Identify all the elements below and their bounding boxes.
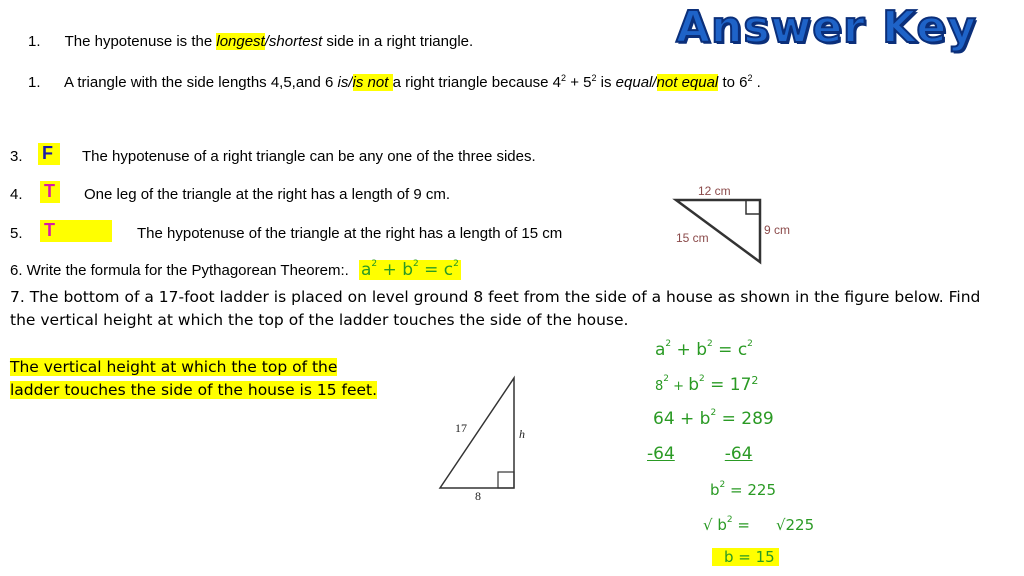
question-6	[10, 260, 461, 280]
work-line-4	[647, 444, 753, 464]
exponent: 2	[710, 408, 717, 418]
formula-c: c	[443, 260, 454, 280]
exponent: 2	[747, 339, 753, 349]
work-final-answer: b = 15	[712, 548, 779, 566]
exponent: 2	[412, 259, 419, 269]
ladder-length-label: 17	[455, 421, 467, 435]
ladder-triangle-figure	[430, 370, 540, 508]
exponent: 2	[371, 259, 378, 269]
work-plus: +	[671, 340, 697, 360]
work-equals: =	[732, 516, 750, 534]
question-5-text: The hypotenuse of the triangle at the right has a length of 15 cm	[137, 225, 563, 242]
question-4-answer: T	[40, 181, 60, 203]
option-equal: equal/	[615, 74, 657, 91]
work-sixty-four-plus-b: 64 + b	[653, 409, 711, 429]
answer-highlight	[10, 356, 377, 402]
question-2	[28, 74, 761, 91]
work-sqrt-b: √ b	[703, 516, 727, 534]
question-3-text: The hypotenuse of a right triangle can be any one of the three sides.	[82, 148, 536, 165]
exponent: 2	[591, 73, 597, 83]
question-7-line-1: 7. The bottom of a 17-foot ladder is placed on level ground 8 feet from the side of a house as shown in the figure below. Find	[10, 288, 981, 306]
exponent: 2	[719, 480, 726, 490]
exponent: 2	[726, 515, 733, 525]
base-label: 8	[475, 489, 481, 503]
option-shortest: shortest	[268, 33, 323, 50]
exponent: 2	[561, 73, 567, 83]
question-3-number: 3.	[10, 148, 23, 165]
selected-option-longest: longest	[216, 33, 265, 50]
work-line-6	[703, 516, 814, 534]
work-sqrt-225: √225	[775, 516, 815, 534]
question-text-pre: A triangle with the side lengths 4,5,and 6	[64, 74, 338, 91]
right-angle-marker	[746, 200, 760, 214]
question-number: 1.	[28, 74, 41, 91]
work-minus-64-right: -64	[724, 444, 753, 464]
option-is: is/	[337, 74, 353, 91]
formula-a: a	[360, 260, 372, 280]
small-triangle-figure	[660, 178, 800, 268]
to-six: to 6	[718, 74, 748, 91]
exponent: 2	[698, 374, 705, 384]
exponent: 2	[747, 73, 753, 83]
question-5-number: 5.	[10, 225, 23, 242]
question-text-pre: The hypotenuse is the	[64, 33, 217, 50]
selected-option-not-equal: not equal	[656, 74, 719, 91]
exponent: 2	[663, 374, 670, 384]
answer-line-1: The vertical height at which the top of the	[10, 358, 338, 376]
exponent: 2	[751, 374, 759, 387]
question-3-answer: F	[38, 143, 60, 165]
formula-b: b	[402, 260, 413, 280]
hypotenuse-label: 15 cm	[676, 231, 709, 245]
formula-plus: +	[377, 260, 403, 280]
question-4-number: 4.	[10, 186, 23, 203]
question-5-answer: T	[40, 220, 112, 242]
option-slash: /	[264, 33, 269, 50]
question-6-text: 6. Write the formula for the Pythagorean Theorem:.	[10, 262, 349, 279]
question-text-mid: a right triangle because 4	[392, 74, 562, 91]
right-angle-marker	[498, 472, 514, 488]
work-minus-64-left: -64	[647, 444, 675, 464]
question-4-text: One leg of the triangle at the right has a length of 9 cm.	[84, 186, 451, 203]
work-line-1	[655, 340, 753, 360]
work-c: c	[737, 340, 748, 360]
work-a: a	[655, 340, 666, 360]
question-7-line-2: the vertical height at which the top of the ladder touches the side of the house.	[10, 311, 629, 329]
top-side-label: 12 cm	[698, 184, 731, 198]
height-label: h	[519, 427, 525, 441]
exponent: 2	[453, 259, 459, 269]
exponent: 2	[665, 339, 672, 349]
selected-option-is-not: is not	[352, 74, 393, 91]
right-side-label: 9 cm	[764, 223, 791, 237]
work-equals-seventeen: = 17	[704, 375, 752, 395]
answer-key-title: Answer Key	[676, 2, 977, 53]
work-b: b	[710, 481, 720, 499]
answer-line-2: ladder touches the side of the house is 15 feet.	[10, 381, 378, 399]
question-number: 1.	[28, 33, 41, 50]
exponent: 2	[707, 339, 713, 349]
work-equals: =	[712, 340, 738, 360]
plus-five: + 5	[566, 74, 592, 91]
work-eight: 8	[655, 379, 664, 394]
work-b: b	[688, 375, 699, 395]
question-text-post: side in a right triangle.	[322, 33, 474, 50]
period: .	[752, 74, 761, 91]
work-b: b	[696, 340, 708, 360]
work-plus: +	[669, 379, 689, 394]
work-equals-225: = 225	[725, 481, 777, 499]
is-label: is	[596, 74, 616, 91]
formula-equals: =	[418, 260, 444, 280]
work-line-5	[710, 481, 776, 499]
work-line-2	[655, 375, 758, 395]
question-1	[28, 33, 473, 50]
work-line-3	[653, 409, 774, 429]
work-equals-289: = 289	[716, 409, 774, 429]
formula-answer	[359, 260, 461, 280]
